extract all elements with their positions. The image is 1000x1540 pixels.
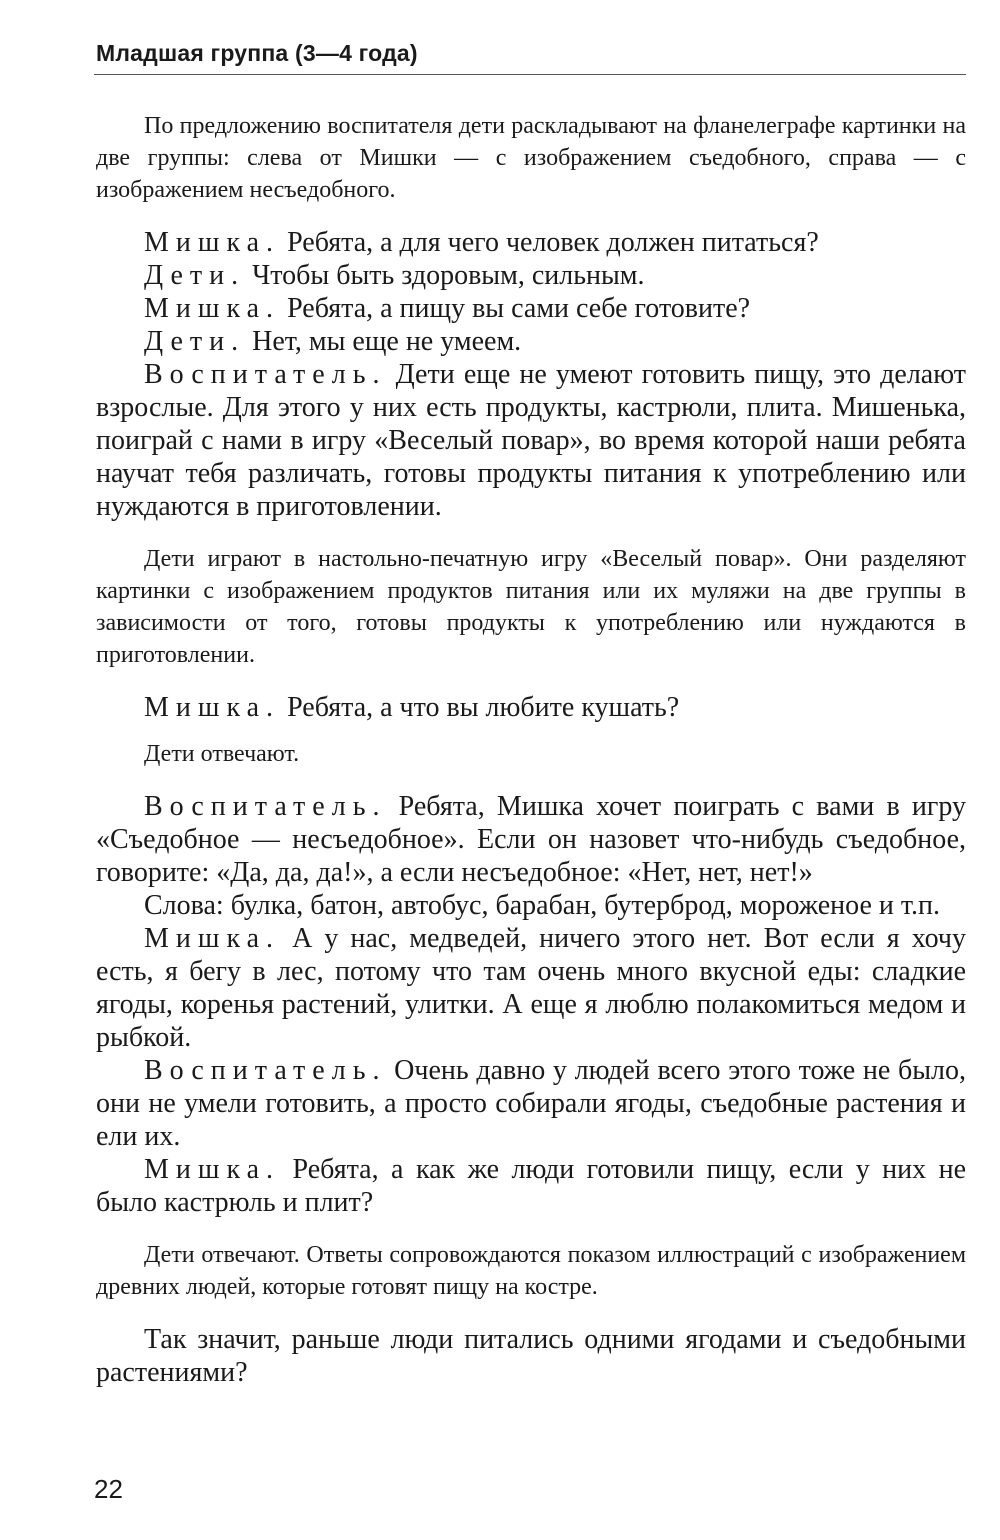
dialogue-line bbox=[96, 292, 966, 325]
dialogue-line bbox=[96, 790, 966, 889]
page-body bbox=[96, 110, 966, 1389]
dialogue-text: Ребята, а пищу вы сами себе готовите? bbox=[287, 293, 751, 324]
stage-direction: Дети играют в настольно-печатную игру «Веселый повар». Они разделяют картинки с изображением продуктов питания или их муляжи на две группы в зависимости от того, готовы продукты к употреблению или нуждаются в приготовлении. bbox=[96, 546, 966, 668]
dialogue-text: Ребята, а как же люди готовили пищу, если у них не было кастрюль и плит? bbox=[96, 1154, 967, 1218]
dialogue-line bbox=[96, 226, 966, 259]
speaker-name: Мишка. bbox=[144, 293, 281, 324]
dialogue-line bbox=[96, 1153, 966, 1219]
dialogue-text: Очень давно у людей всего этого тоже не было, они не умели готовить, а просто собирали ягоды, съедобные растения и ели их. bbox=[96, 1055, 966, 1152]
speaker-name: Мишка. bbox=[144, 227, 281, 258]
dialogue-text: Ребята, Мишка хочет поиграть с вами в игру «Съедобное — несъедобное». Если он назовет что-нибудь съедобное, говорите: «Да, да, да!», а если несъедобное: «Нет, нет, нет!» bbox=[96, 791, 966, 888]
dialogue-text: Чтобы быть здоровым, сильным. bbox=[252, 260, 645, 291]
page-number: 22 bbox=[94, 1474, 123, 1504]
speaker-name: Мишка. bbox=[144, 692, 281, 723]
speaker-name: Дети. bbox=[144, 326, 246, 357]
dialogue-text: Нет, мы еще не умеем. bbox=[252, 326, 522, 357]
dialogue-line bbox=[96, 325, 966, 358]
speaker-name: Воспитатель. bbox=[144, 791, 387, 822]
speaker-name: Воспитатель. bbox=[144, 1055, 387, 1086]
running-head: Младшая группа (3—4 года) bbox=[96, 40, 418, 66]
stage-direction: По предложению воспитателя дети раскладывают на фланелеграфе картинки на две группы: слева от Мишки — с изображением съедобного, справа — с изображением несъедобного. bbox=[96, 113, 966, 203]
dialogue-line bbox=[96, 691, 966, 724]
dialogue-line bbox=[96, 259, 966, 292]
header-divider bbox=[94, 74, 966, 75]
dialogue-text: Дети еще не умеют готовить пищу, это делают взрослые. Для этого у них есть продукты, кастрюли, плита. Мишенька, поиграй с нами в игру «Веселый повар», во время которой наши ребята научат тебя различать, готовы продукты питания к употреблению или нуждаются в приготовлении. bbox=[96, 359, 966, 522]
word-list: Слова: булка, батон, автобус, барабан, бутерброд, мороженое и т.п. bbox=[144, 890, 941, 921]
speaker-name: Дети. bbox=[144, 260, 246, 291]
dialogue-line bbox=[96, 1054, 966, 1153]
dialogue-text: Ребята, а что вы любите кушать? bbox=[287, 692, 680, 723]
dialogue-text: А у нас, медведей, ничего этого нет. Вот если я хочу есть, я бегу в лес, потому что там очень много вкусной еды: сладкие ягоды, коренья растений, улитки. А еще я люблю полакомиться медом и рыбкой. bbox=[96, 923, 967, 1053]
stage-direction: Дети отвечают. Ответы сопровождаются показом иллюстраций с изображением древних людей, которые готовят пищу на костре. bbox=[96, 1242, 966, 1300]
speaker-name: Мишка. bbox=[144, 923, 281, 954]
speaker-name: Мишка. bbox=[144, 1154, 281, 1185]
closing-question: Так значит, раньше люди питались одними ягодами и съедобными растениями? bbox=[96, 1324, 966, 1388]
stage-direction: Дети отвечают. bbox=[144, 741, 300, 767]
dialogue-text: Ребята, а для чего человек должен питаться? bbox=[287, 227, 819, 258]
dialogue-line bbox=[96, 358, 966, 523]
speaker-name: Воспитатель. bbox=[144, 359, 387, 390]
dialogue-line bbox=[96, 922, 966, 1054]
